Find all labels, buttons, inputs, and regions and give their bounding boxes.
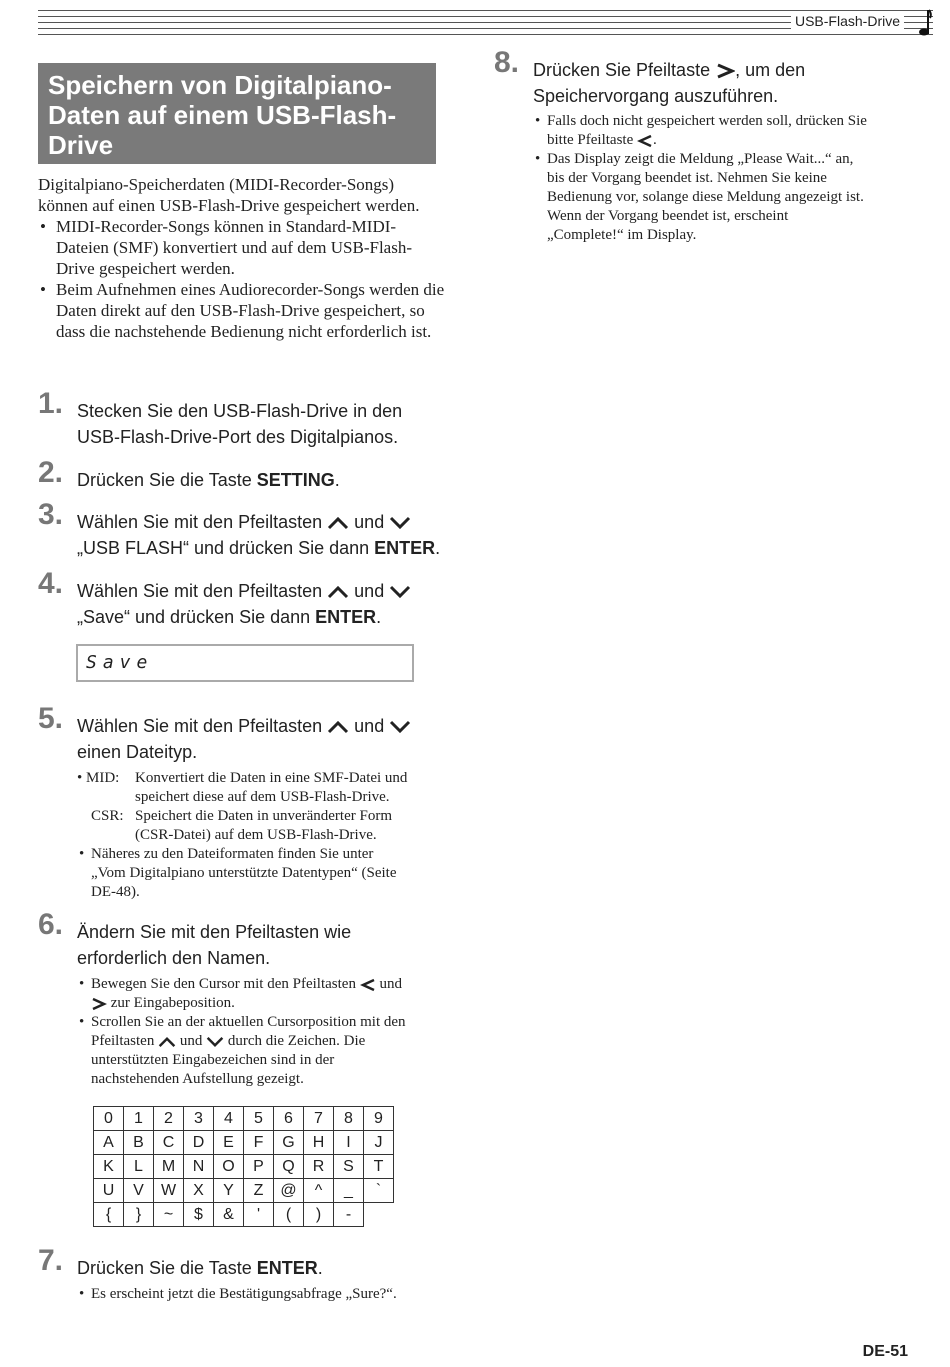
character-cell: _ — [334, 1179, 364, 1203]
character-row — [94, 1203, 394, 1227]
character-cell: 6 — [274, 1107, 304, 1131]
step-text: Drücken Sie die Taste SETTING. — [77, 470, 340, 490]
arrow-right-icon — [715, 63, 735, 79]
character-cell: ( — [274, 1203, 304, 1227]
step-text: Drücken Sie die Taste ENTER. — [77, 1258, 323, 1278]
character-cell: 8 — [334, 1107, 364, 1131]
key-name: ENTER — [374, 538, 436, 558]
step-number: 3. — [38, 498, 64, 531]
character-cell: ~ — [154, 1203, 184, 1227]
character-cell: L — [124, 1155, 154, 1179]
character-cell: S — [334, 1155, 364, 1179]
step-6-notes: • Bewegen Sie den Cursor mit den Pfeiltasten und zur Eingabeposition. • Scrollen Sie an der aktuellen Cursorposition mit den Pfeiltasten und durch die Zeichen. Die unterstützten Eingabezeichen sind in der nachstehenden Aufstellung gezeigt. — [77, 975, 457, 1089]
character-cell: J — [364, 1131, 394, 1155]
character-cell: - — [334, 1203, 364, 1227]
lcd-display: Save — [76, 644, 414, 682]
intro-bullet: • MIDI-Recorder-Songs können in Standard-MIDI-Dateien (SMF) konvertiert und auf dem USB-Flash-Drive gespeichert werden. — [38, 216, 448, 279]
character-cell: W — [154, 1179, 184, 1203]
arrow-down-icon — [206, 1036, 224, 1048]
character-cell: ) — [304, 1203, 334, 1227]
character-cell: 1 — [124, 1107, 154, 1131]
character-cell: A — [94, 1131, 124, 1155]
character-cell: ^ — [304, 1179, 334, 1203]
step-number: 8. — [494, 46, 520, 79]
character-cell: { — [94, 1203, 124, 1227]
character-cell: 4 — [214, 1107, 244, 1131]
intro-block — [38, 174, 448, 342]
step-text: Wählen Sie mit den Pfeiltasten und einen Dateityp. — [77, 713, 477, 765]
step-5-notes: • MID: Konvertiert die Daten in eine SMF-Datei und speichert diese auf dem USB-Flash-Drive. CSR: Speichert die Daten in unveränderter Form (CSR-Datei) auf dem USB-Flash-Drive. • Näheres zu den Dateiformaten finden Sie unter „Vom Digitalpiano unterstützte Datentypen“ (Seite DE-48). — [77, 769, 457, 902]
arrow-up-icon — [327, 585, 349, 599]
character-row — [94, 1107, 394, 1131]
arrow-left-icon — [637, 134, 653, 148]
key-name: ENTER — [315, 607, 377, 627]
character-row — [94, 1155, 394, 1179]
page-number: DE-51 — [862, 1343, 908, 1360]
step-text: Stecken Sie den USB-Flash-Drive in den USB-Flash-Drive-Port des Digitalpianos. — [77, 401, 403, 447]
arrow-right-icon — [91, 997, 107, 1011]
character-cell: P — [244, 1155, 274, 1179]
character-cell: 0 — [94, 1107, 124, 1131]
arrow-left-icon — [360, 978, 376, 992]
arrow-down-icon — [389, 585, 411, 599]
character-cell: G — [274, 1131, 304, 1155]
character-row — [94, 1179, 394, 1203]
key-name: SETTING — [256, 470, 335, 490]
step-text: Wählen Sie mit den Pfeiltasten und „Save“ und drücken Sie dann ENTER. — [77, 578, 477, 630]
step-text: Wählen Sie mit den Pfeiltasten und „USB FLASH“ und drücken Sie dann ENTER. — [77, 512, 441, 558]
character-cell: @ — [274, 1179, 304, 1203]
character-cell: 5 — [244, 1107, 274, 1131]
character-cell: H — [304, 1131, 334, 1155]
character-cell: } — [124, 1203, 154, 1227]
arrow-down-icon — [389, 720, 411, 734]
step-text: Ändern Sie mit den Pfeiltasten wie erforderlich den Namen. — [77, 922, 352, 968]
character-cell: ` — [364, 1179, 394, 1203]
step-text: Drücken Sie Pfeiltaste , um den Speichervorgang auszuführen. — [533, 60, 806, 106]
character-cell: V — [124, 1179, 154, 1203]
character-cell: M — [154, 1155, 184, 1179]
arrow-down-icon — [389, 516, 411, 530]
music-note-icon — [918, 8, 932, 36]
character-cell: I — [334, 1131, 364, 1155]
character-cell: Z — [244, 1179, 274, 1203]
section-title: Speichern von Digitalpiano-Daten auf einem USB-Flash-Drive — [38, 63, 436, 164]
character-cell: N — [184, 1155, 214, 1179]
character-cell: 9 — [364, 1107, 394, 1131]
character-table — [93, 1106, 394, 1227]
arrow-up-icon — [327, 516, 349, 530]
step-number: 5. — [38, 702, 64, 735]
step-number: 6. — [38, 908, 64, 941]
character-cell: U — [94, 1179, 124, 1203]
character-cell — [364, 1203, 394, 1227]
character-cell: R — [304, 1155, 334, 1179]
character-cell: K — [94, 1155, 124, 1179]
character-cell: 2 — [154, 1107, 184, 1131]
header-title: USB-Flash-Drive — [791, 13, 904, 29]
intro-bullet: • Beim Aufnehmen eines Audiorecorder-Songs werden die Daten direkt auf den USB-Flash-Drive gespeichert, so dass die nachstehende Bedienung nicht erforderlich ist. — [38, 279, 448, 342]
character-cell: T — [364, 1155, 394, 1179]
character-cell: Y — [214, 1179, 244, 1203]
step-7-note: • Es erscheint jetzt die Bestätigungsabfrage „Sure?“. — [77, 1285, 471, 1304]
character-cell: 3 — [184, 1107, 214, 1131]
character-cell: O — [214, 1155, 244, 1179]
character-cell: D — [184, 1131, 214, 1155]
character-cell: Q — [274, 1155, 304, 1179]
key-name: ENTER — [256, 1258, 318, 1278]
character-cell: & — [214, 1203, 244, 1227]
step-number: 7. — [38, 1244, 64, 1277]
character-cell: $ — [184, 1203, 214, 1227]
step-number: 2. — [38, 456, 64, 489]
arrow-up-icon — [158, 1036, 176, 1048]
character-cell: 7 — [304, 1107, 334, 1131]
step-number: 1. — [38, 387, 64, 420]
character-cell: E — [214, 1131, 244, 1155]
character-row — [94, 1131, 394, 1155]
character-cell: C — [154, 1131, 184, 1155]
step-number: 4. — [38, 567, 64, 600]
character-cell: X — [184, 1179, 214, 1203]
step-8-notes: • Falls doch nicht gespeichert werden soll, drücken Sie bitte Pfeiltaste . • Das Display zeigt die Meldung „Please Wait...“ an, bis der Vorgang beendet ist. Nehmen Sie keine Bedienung vor, solange diese Meldung angezeigt ist. Wenn der Vorgang beendet ist, erscheint „Complete!“ im Display. — [533, 112, 923, 245]
intro-paragraph: Digitalpiano-Speicherdaten (MIDI-Recorder-Songs) können auf einen USB-Flash-Drive gespeichert werden. — [38, 175, 420, 215]
character-cell: B — [124, 1131, 154, 1155]
arrow-up-icon — [327, 720, 349, 734]
character-cell: F — [244, 1131, 274, 1155]
character-cell: ' — [244, 1203, 274, 1227]
